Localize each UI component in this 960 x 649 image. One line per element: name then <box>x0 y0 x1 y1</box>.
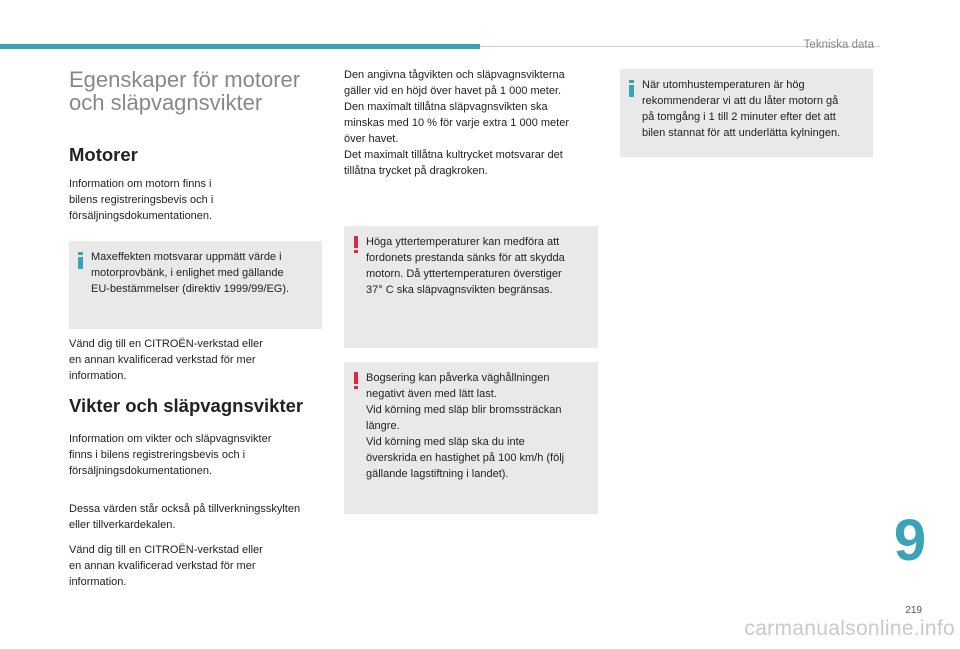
info-box-text: Maxeffekten motsvarar uppmätt värde i motorprovbänk, i enlighet med gällande EU-bestämmelser (direktiv 1999/99/EG). <box>91 251 290 295</box>
watermark: carmanualsonline.info <box>744 617 955 640</box>
warning-icon <box>354 236 359 254</box>
warning-box-bogsering <box>344 362 598 514</box>
motor-info-paragraph: Information om motorn finns i bilens registreringsbevis och i försäljningsdokumentationen. <box>69 178 214 222</box>
vikter-info-paragraph: Information om vikter och släpvagnsvikter finns i bilens registreringsbevis och i försäljningsdokumentationen. <box>69 433 272 477</box>
info-box-maxeffekt <box>69 241 322 329</box>
heading-vikter: Vikter och släpvagnsvikter <box>69 395 304 416</box>
info-icon <box>78 252 83 269</box>
page-title-text: Egenskaper för motorer och släpvagnsvikter <box>69 67 301 115</box>
skylt-paragraph: Dessa värden står också på tillverkningsskylten eller tillverkardekalen. <box>69 503 301 531</box>
warning-box-temperature-text: Höga yttertemperaturer kan medföra att fordonets prestanda sänks för att skydda motorn. Då yttertemperaturen överstiger 37° C ska släpvagnsvikten begränsas. <box>366 236 565 296</box>
verkstad-paragraph-1: Vänd dig till en CITROËN-verkstad eller en annan kvalificerad verkstad för mer information. <box>69 338 263 382</box>
tagvikt-paragraph: Den angivna tågvikten och släpvagnsvikterna gäller vid en höjd över havet på 1 000 meter. Den maximalt tillåtna släpvagnsvikten ska minskas med 10 % för varje extra 1 000 meter över havet. Det maximalt tillåtna kultrycket motsvarar det tillåtna trycket på dragkroken. <box>344 69 569 177</box>
header-accent-bar <box>0 44 480 49</box>
info-box-tomgang <box>620 69 873 157</box>
page-title <box>69 68 329 114</box>
info-icon <box>629 80 634 97</box>
verkstad-paragraph-2: Vänd dig till en CITROËN-verkstad eller en annan kvalificerad verkstad för mer information. <box>69 544 263 588</box>
page-number: 219 <box>905 605 922 616</box>
chapter-number: 9 <box>893 508 927 573</box>
heading-motorer: Motorer <box>69 144 138 165</box>
warning-box-bogsering-text: Bogsering kan påverka väghållningen negativt även med lätt last. Vid körning med släp blir bromssträckan längre. Vid körning med släp ska du inte överskrida en hastighet på 100 km/h (följ gällande lagstiftning i landet). <box>366 372 565 480</box>
warning-box-temperature <box>344 226 598 348</box>
section-label: Tekniska data <box>803 39 874 51</box>
warning-icon <box>354 372 359 390</box>
info-box-tomgang-text: När utomhustemperaturen är hög rekommenderar vi att du låter motorn gå på tomgång i 1 till 2 minuter efter det att bilen stannat för att underlätta kylningen. <box>642 79 841 139</box>
